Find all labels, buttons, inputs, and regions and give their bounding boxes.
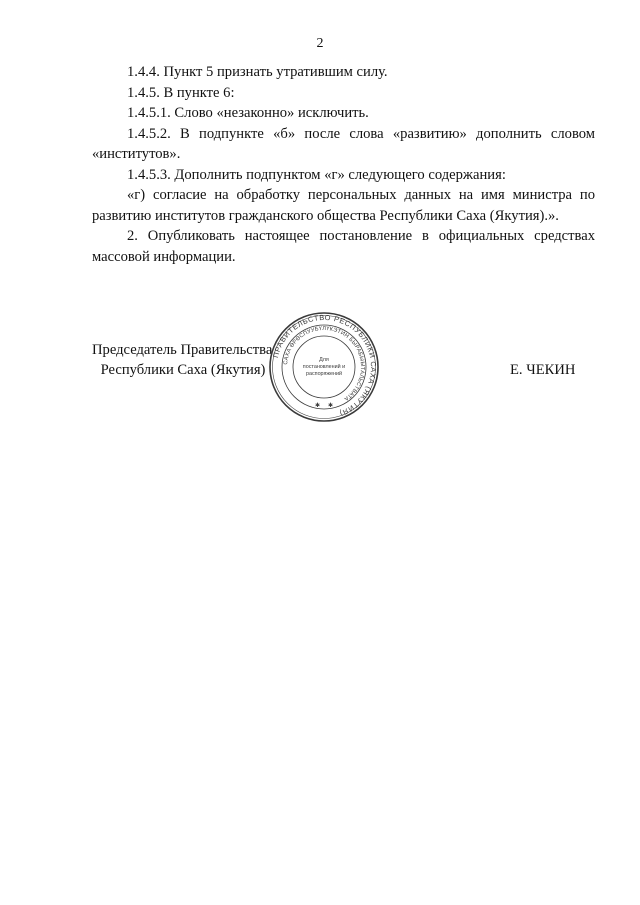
seal-center-line2: постановлений и [302, 364, 346, 370]
paragraph-1-4-5-1: 1.4.5.1. Слово «незаконно» исключить. [127, 105, 369, 121]
signatory-title-line1: Председатель Правительства [92, 342, 273, 358]
signatory-name: Е. ЧЕКИН [510, 362, 576, 378]
paragraph-1-4-5-3: 1.4.5.3. Дополнить подпунктом «г» следующего содержания: [127, 166, 506, 183]
paragraph-1-4-5-2: 1.4.5.2. В подпункте «б» после слова «развитию» дополнить словом «институтов». [92, 125, 595, 162]
seal-outer-text: ПРАВИТЕЛЬСТВО РЕСПУБЛИКИ САХА (ЯКУТИЯ) [270, 312, 379, 419]
seal-center-line3: распоряжений [305, 371, 343, 377]
signatory-title [92, 340, 274, 380]
paragraph-subpoint-g: «г) согласие на обработку персональных данных на имя министра по развитию институтов гражданского общества Республики Саха (Якутия).». [92, 187, 595, 224]
paragraph-1-4-4: 1.4.4. Пункт 5 признать утратившим силу. [127, 64, 388, 80]
paragraph-1-4-5: 1.4.5. В пункте 6: [127, 84, 235, 101]
seal-star-icon-left: ✱ [315, 402, 321, 409]
seal-star-icon-right: ✱ [328, 402, 334, 409]
document-body [92, 62, 595, 267]
seal-inner-text: САХА ӨРӨСПУУБҮЛҮКЭТИН БЫРАБЫЫТАЛЬСТВАТА [283, 325, 366, 402]
seal-graphic [268, 311, 380, 423]
signatory-title-line2: Республики Саха (Якутия) [100, 362, 266, 378]
paragraph-2-publish: 2. Опубликовать настоящее постановление в официальных средствах массовой информации. [92, 228, 595, 265]
seal-center-line1: Для [319, 357, 329, 363]
page-number: 2 [316, 36, 324, 51]
official-seal-stamp [268, 311, 380, 423]
